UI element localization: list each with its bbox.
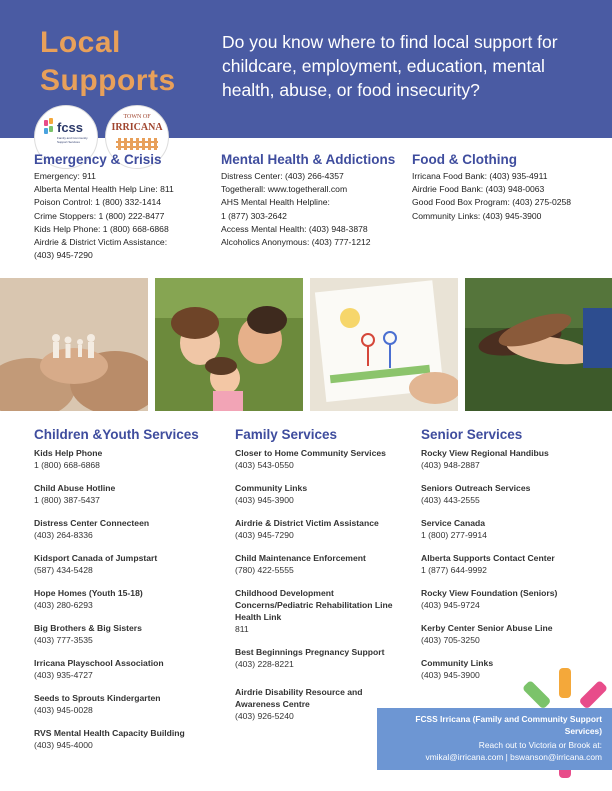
list-item: Irricana Food Bank: (403) 935-4911 (412, 171, 548, 181)
photo-family-on-grass (155, 278, 303, 411)
service-name: Seniors Outreach Services (421, 483, 531, 493)
service-item (235, 447, 410, 471)
service-name: Service Canada (421, 518, 486, 528)
service-name: Kerby Center Senior Abuse Line (421, 623, 553, 633)
contact-title: FCSS Irricana (Family and Community Support Services) (415, 714, 602, 736)
service-phone: (403) 948-2887 (421, 460, 480, 470)
list-item: Good Food Box Program: (403) 275-0258 (412, 197, 572, 208)
service-item (34, 692, 185, 716)
service-item (34, 657, 185, 681)
service-name: Distress Center Connecteen (34, 518, 150, 528)
service-phone: (780) 422-5555 (235, 565, 294, 575)
food-clothing-list (412, 170, 571, 223)
photo-hands-holding-family (0, 278, 148, 411)
service-item (34, 727, 185, 751)
service-phone: (403) 945-3900 (235, 495, 294, 505)
service-item (421, 482, 557, 506)
service-name: Community Links (235, 483, 308, 493)
service-name: Seeds to Sprouts Kindergarten (34, 693, 161, 703)
list-item: Emergency: 911 (34, 171, 96, 181)
service-item (235, 587, 410, 635)
list-item: Community Links: (403) 945-3900 (412, 210, 542, 221)
service-phone: 811 (235, 624, 249, 634)
service-phone: 1 (800) 277-9914 (421, 530, 487, 540)
photo-stacked-hands (465, 278, 612, 411)
contact-box (377, 708, 612, 770)
service-name: Big Brothers & Big Sisters (34, 623, 142, 633)
service-phone: (403) 228-8221 (235, 659, 294, 669)
service-name: Community Links (421, 658, 494, 668)
service-item (34, 622, 185, 646)
service-phone: (403) 945-0028 (34, 705, 93, 715)
list-item: Poison Control: 1 (800) 332-1414 (34, 197, 162, 208)
service-name: Airdrie & District Victim Assistance (235, 518, 379, 528)
service-phone: (403) 945-9724 (421, 600, 480, 610)
service-name: Best Beginnings Pregnancy Support (235, 647, 385, 657)
service-phone: (403) 945-3900 (421, 670, 480, 680)
mental-health-heading: Mental Health & Addictions (221, 152, 396, 167)
senior-services-heading: Senior Services (421, 427, 523, 442)
service-item (421, 517, 557, 541)
irricana-logo-main: IRRICANA (111, 122, 163, 133)
fence-icon (116, 136, 158, 150)
service-phone: (587) 434-5428 (34, 565, 93, 575)
service-item (235, 482, 410, 506)
service-item (421, 587, 557, 611)
service-item (34, 587, 185, 611)
list-item: Kids Help Phone: 1 (800) 668-6868 (34, 223, 169, 234)
children-youth-heading: Children &Youth Services (34, 427, 199, 442)
list-item: Access Mental Health: (403) 948-3878 (221, 223, 368, 234)
service-phone: (403) 945-7290 (235, 530, 294, 540)
service-item (235, 517, 410, 541)
service-phone: (403) 777-3535 (34, 635, 93, 645)
service-item (34, 482, 185, 506)
family-services-heading: Family Services (235, 427, 338, 442)
service-phone: 1 (800) 668-6868 (34, 460, 100, 470)
service-name: Hope Homes (Youth 15-18) (34, 588, 143, 598)
service-name: Kids Help Phone (34, 448, 103, 458)
list-item: Distress Center: (403) 266-4357 (221, 171, 344, 181)
service-phone: 1 (800) 387-5437 (34, 495, 100, 505)
service-phone: (403) 926-5240 (235, 711, 294, 721)
service-name: Irricana Playschool Association (34, 658, 164, 668)
fcss-mark-icon (43, 118, 57, 138)
fcss-logo-subtext: Family and Community Support Services (57, 136, 88, 144)
family-services-list (235, 447, 410, 733)
contact-emails[interactable]: vmikal@irricana.com | bswanson@irricana.com (425, 752, 602, 762)
service-name: RVS Mental Health Capacity Building (34, 728, 185, 738)
list-item: Alberta Mental Health Help Line: 811 (34, 184, 174, 195)
service-item (421, 552, 557, 576)
service-name: Airdrie Disability Resource and Awareness Centre (235, 687, 363, 709)
service-name: Childhood Development Concerns/Pediatric Rehabilitation Line Health Link (235, 588, 393, 622)
service-item (34, 552, 185, 576)
list-item: AHS Mental Health Helpline: (221, 197, 330, 208)
service-phone: (403) 443-2555 (421, 495, 480, 505)
children-youth-list (34, 447, 185, 762)
service-phone: (403) 705-3250 (421, 635, 480, 645)
service-phone: 1 (877) 644-9992 (421, 565, 487, 575)
service-item (34, 447, 185, 471)
title-line-1: Local (40, 26, 121, 59)
list-item: Crime Stoppers: 1 (800) 222-8477 (34, 210, 165, 221)
service-phone: (403) 280-6293 (34, 600, 93, 610)
service-phone: (403) 945-4000 (34, 740, 93, 750)
service-phone: (403) 264-8336 (34, 530, 93, 540)
service-name: Alberta Supports Contact Center (421, 553, 555, 563)
service-item (421, 622, 557, 646)
contact-line-1: Reach out to Victoria or Brook at: (478, 740, 602, 750)
fcss-logo-text: fcss (57, 120, 84, 135)
page-title (40, 24, 176, 100)
service-name: Kidsport Canada of Jumpstart (34, 553, 158, 563)
service-item (235, 552, 410, 576)
service-name: Rocky View Regional Handibus (421, 448, 549, 458)
irricana-logo-top: TOWN OF (123, 114, 151, 120)
emergency-crisis-heading: Emergency & Crisis (34, 152, 162, 167)
service-item (34, 517, 185, 541)
title-line-2: Supports (40, 64, 176, 97)
list-item: (403) 945-7290 (34, 250, 93, 261)
service-name: Closer to Home Community Services (235, 448, 386, 458)
service-item (235, 646, 410, 670)
food-clothing-heading: Food & Clothing (412, 152, 517, 167)
list-item: Togetherall: www.togetherall.com (221, 184, 348, 195)
list-item: Alcoholics Anonymous: (403) 777-1212 (221, 237, 371, 248)
tagline: Do you know where to find local support for childcare, employment, education, mental health, abuse, or food insecurity? (222, 32, 558, 100)
emergency-crisis-list (34, 170, 174, 262)
service-name: Rocky View Foundation (Seniors) (421, 588, 558, 598)
service-phone: (403) 543-0550 (235, 460, 294, 470)
service-name: Child Maintenance Enforcement (235, 553, 366, 563)
list-item: Airdrie & District Victim Assistance: (34, 237, 168, 248)
service-phone: (403) 935-4727 (34, 670, 93, 680)
list-item: 1 (877) 303-2642 (221, 210, 287, 221)
service-name: Child Abuse Hotline (34, 483, 116, 493)
list-item: Airdrie Food Bank: (403) 948-0063 (412, 184, 545, 195)
photo-child-drawing (310, 278, 458, 411)
service-item (421, 447, 557, 471)
mental-health-list (221, 170, 371, 249)
